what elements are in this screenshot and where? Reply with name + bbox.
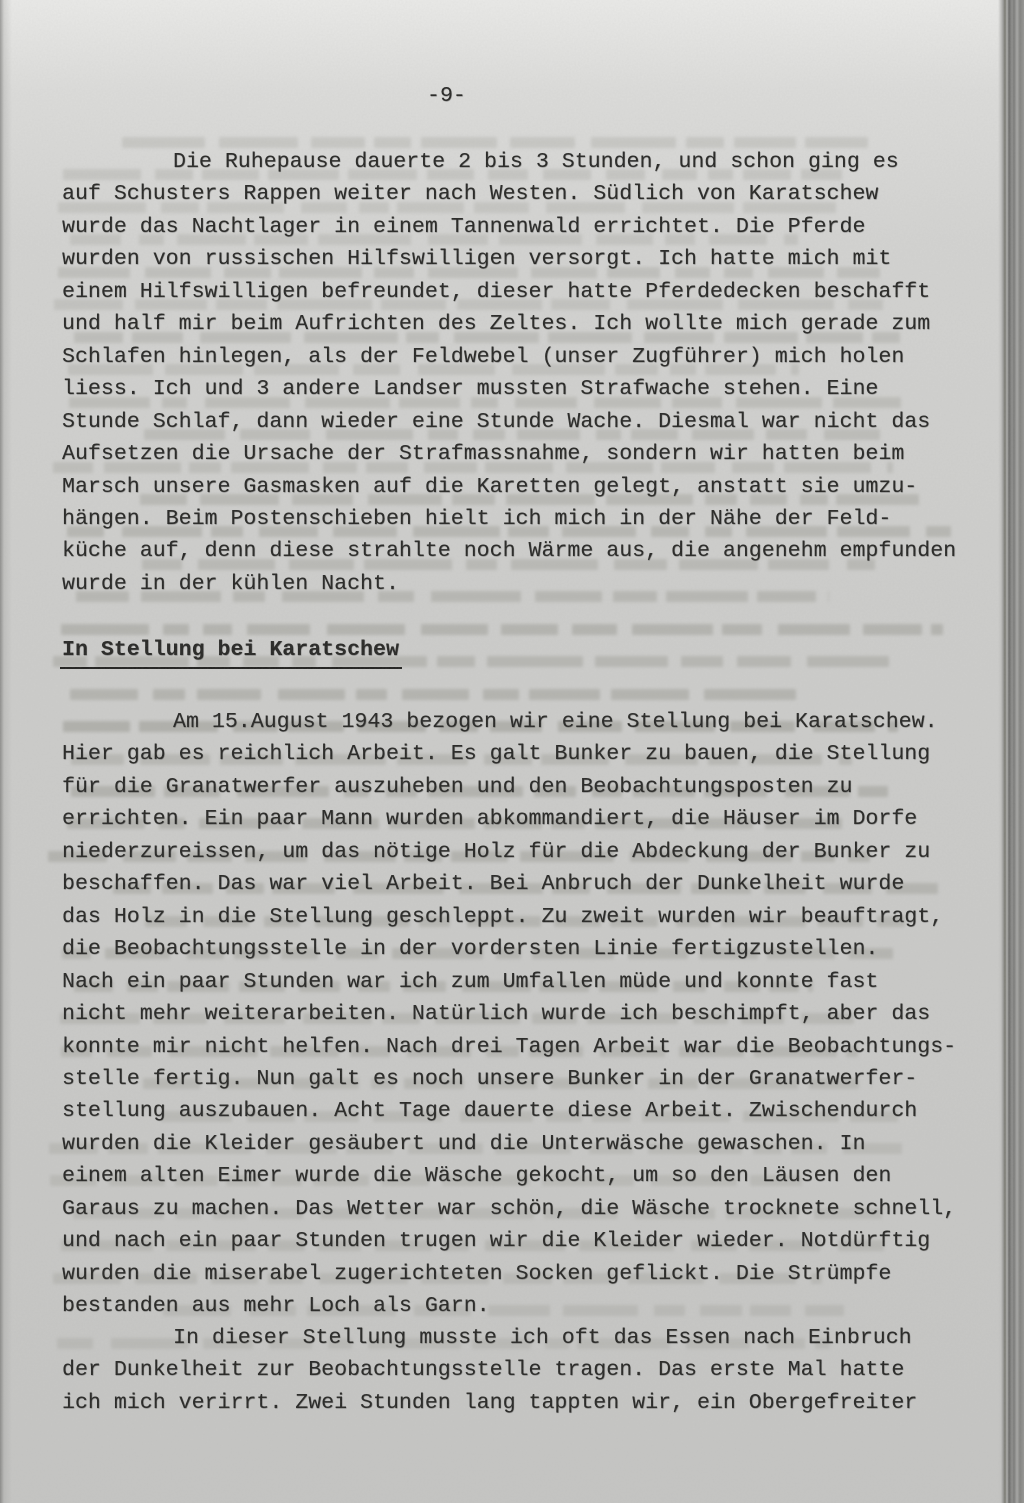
text-line: und nach ein paar Stunden trugen wir die Kleider wieder. Notdürftig xyxy=(62,1229,931,1254)
text-line: einem Hilfswilligen befreundet, dieser hatte Pferdedecken beschafft xyxy=(62,279,931,304)
text-line: einem alten Eimer wurde die Wäsche gekocht, um so den Läusen den xyxy=(62,1164,892,1189)
text-line: auf Schusters Rappen weiter nach Westen. Südlich von Karatschew xyxy=(62,182,879,207)
text-line: Garaus zu machen. Das Wetter war schön, die Wäsche trocknete schnell, xyxy=(62,1196,957,1221)
text-line: die Beobachtungsstelle in der vordersten Linie fertigzustellen. xyxy=(62,937,879,962)
text-line: bestanden aus mehr Loch als Garn. xyxy=(62,1294,490,1319)
text-line: Nach ein paar Stunden war ich zum Umfallen müde und konnte fast xyxy=(62,969,879,994)
text-line: wurde das Nachtlager in einem Tannenwald errichtet. Die Pferde xyxy=(62,214,866,239)
text-line: Stunde Schlaf, dann wieder eine Stunde Wache. Diesmal war nicht das xyxy=(62,409,931,434)
text-line: stellung auszubauen. Acht Tage dauerte diese Arbeit. Zwischendurch xyxy=(62,1099,918,1124)
paragraph-position-karatschew xyxy=(62,706,972,1323)
text-line: In dieser Stellung musste ich oft das Essen nach Einbruch xyxy=(173,1326,912,1350)
text-line: Marsch unsere Gasmasken auf die Karetten gelegt, anstatt sie umzu- xyxy=(62,474,918,499)
section-heading: In Stellung bei Karatschew xyxy=(60,637,402,669)
paragraph-food-delivery xyxy=(62,1322,972,1419)
text-line: für die Granatwerfer auszuheben und den Beobachtungsposten zu xyxy=(62,774,853,799)
text-line: Die Ruhepause dauerte 2 bis 3 Stunden, und schon ging es xyxy=(173,150,899,174)
paragraph-rest-stop xyxy=(62,146,972,600)
page-number: -9- xyxy=(427,84,466,108)
text-line: Hier gab es reichlich Arbeit. Es galt Bunker zu bauen, die Stellung xyxy=(62,742,931,767)
text-line: der Dunkelheit zur Beobachtungsstelle tragen. Das erste Mal hatte xyxy=(62,1358,905,1383)
text-line: liess. Ich und 3 andere Landser mussten Strafwache stehen. Eine xyxy=(62,377,879,402)
text-line: Am 15.August 1943 bezogen wir eine Stellung bei Karatschew. xyxy=(173,710,938,734)
text-line: wurden die Kleider gesäubert und die Unterwäsche gewaschen. In xyxy=(62,1131,866,1156)
text-line: wurde in der kühlen Nacht. xyxy=(62,571,399,596)
book-page-edges xyxy=(998,0,1024,1503)
text-line: nicht mehr weiterarbeiten. Natürlich wurde ich beschimpft, aber das xyxy=(62,1002,931,1027)
text-line: stelle fertig. Nun galt es noch unsere Bunker in der Granatwerfer- xyxy=(62,1066,918,1091)
text-line: Schlafen hinlegen, als der Feldwebel (unser Zugführer) mich holen xyxy=(62,344,905,369)
text-line: wurden von russischen Hilfswilligen versorgt. Ich hatte mich mit xyxy=(62,247,892,272)
text-line: küche auf, denn diese strahlte noch Wärme aus, die angenehm empfunden xyxy=(62,539,957,564)
text-line: ich mich verirrt. Zwei Stunden lang tappten wir, ein Obergefreiter xyxy=(62,1390,918,1415)
text-line: das Holz in die Stellung geschleppt. Zu zweit wurden wir beauftragt, xyxy=(62,904,944,929)
text-line: beschaffen. Das war viel Arbeit. Bei Anbruch der Dunkelheit wurde xyxy=(62,872,905,897)
text-line: und half mir beim Aufrichten des Zeltes. Ich wollte mich gerade zum xyxy=(62,312,931,337)
text-line: konnte mir nicht helfen. Nach drei Tagen Arbeit war die Beobachtungs- xyxy=(62,1034,957,1059)
section-heading-row xyxy=(62,637,402,669)
text-line: Aufsetzen die Ursache der Strafmassnahme, sondern wir hatten beim xyxy=(62,442,905,467)
text-line: errichten. Ein paar Mann wurden abkommandiert, die Häuser im Dorfe xyxy=(62,807,918,832)
text-line: hängen. Beim Postenschieben hielt ich mich in der Nähe der Feld- xyxy=(62,506,892,531)
text-line: niederzureissen, um das nötige Holz für die Abdeckung der Bunker zu xyxy=(62,839,931,864)
text-line: wurden die miserabel zugerichteten Socken geflickt. Die Strümpfe xyxy=(62,1261,892,1286)
